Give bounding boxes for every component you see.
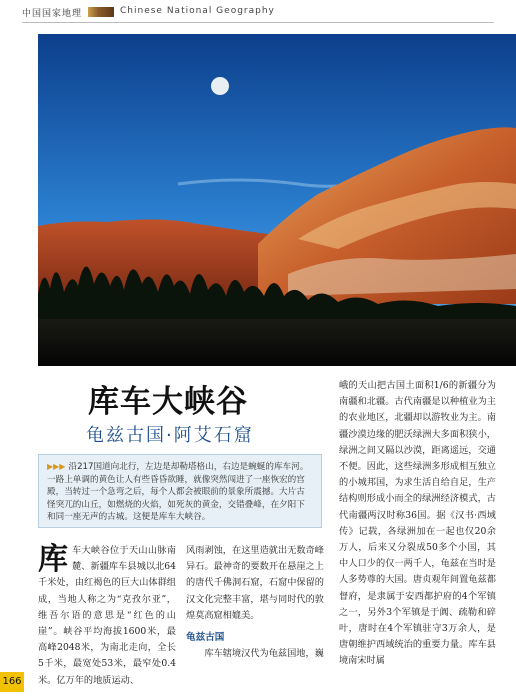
article-subtitle: 龟兹古国·阿艾石窟 <box>86 425 254 446</box>
column-2-continued: 库车辖境汉代为龟兹国地，巍 <box>204 648 324 660</box>
magazine-name-en: Chinese National Geography <box>120 6 275 16</box>
intro-text: 沿217国道向北行，左边是却勒塔格山，右边是蜿蜒的库车河。一路上单调的黄色让人有些昏昏欲睡，就像突然闯进了一座恢宏的宫殿，当转过一个急弯之后，每个人都会被眼前的景象所震撼。大片古怪突兀的山丘，如燃烧的火焰，如死灰的黄金，交错叠峰，在夕阳下和同一座无声的古城。这便是库车大峡谷。 <box>47 462 309 523</box>
magazine-logo-icon <box>88 7 114 17</box>
column-1-text: 车大峡谷位于天山山脉南麓、新疆库车县城以北64千米处，由红褐色的巨大山体群组成，当地人称之为“克孜尔亚”，维吾尔语的意思是“红色的山崖”。峡谷平均海拔1600米，最高峰2048米，为南北走向，全长5千米，最宽处53米，最窄处0.4米。亿万年的地质运动、 <box>38 545 176 686</box>
body-column-3: 峨的天山把古国土面积1/6的新疆分为南疆和北疆。古代南疆是以种植业为主的农业地区，北疆却以游牧业为主。南疆沙漠边缘的肥沃绿洲大多面积狭小，绿洲之间又隔以沙漠，距离遥远，交通不便。因此，这些绿洲多形成相互独立的小城邦国，为求生活自给自足，生产结构则形成小而全的绿洲经济模式，古代南疆两汉时称36国。据《汉书·西域传》记载，各绿洲加在一起也仅20余万人，后来又分裂成50多个小国，其中人口少的仅一两千人，龟兹在当时是人多势尊的大国。唐贞观年间置龟兹都督府，是隶属于安西都护府的4个军镇之一，另外3个军镇是于阗、疏勒和碎叶，唐时在4个军镇驻守3万余人，是唐朝维护西域统治的重要力量。库车县境南宋时属 <box>339 380 496 667</box>
magazine-name-cn: 中国国家地理 <box>22 9 83 19</box>
moon-icon <box>211 77 229 95</box>
column-2-text: 风雨剥蚀，在这里造就出无数奇峰异石。最神奇的要数开在悬崖之上的唐代千佛洞石窟，石窟中保留的汉文化完整丰富，堪与同时代的敦煌莫高窟相媲美。 <box>186 545 324 621</box>
foreground-ground <box>38 319 516 366</box>
article-title: 库车大峡谷 <box>88 384 248 420</box>
drop-cap: 库 <box>38 542 68 577</box>
body-column-2 <box>186 543 324 662</box>
body-column-1 <box>38 543 176 689</box>
triangle-arrows-icon: ▶▶▶ <box>47 462 66 471</box>
page-number: 166 <box>0 672 24 692</box>
intro-box <box>38 454 322 528</box>
section-heading: 龟兹古国 <box>186 632 225 644</box>
canyon-photo <box>38 34 516 366</box>
header-divider <box>22 22 494 23</box>
page-header <box>0 6 516 20</box>
